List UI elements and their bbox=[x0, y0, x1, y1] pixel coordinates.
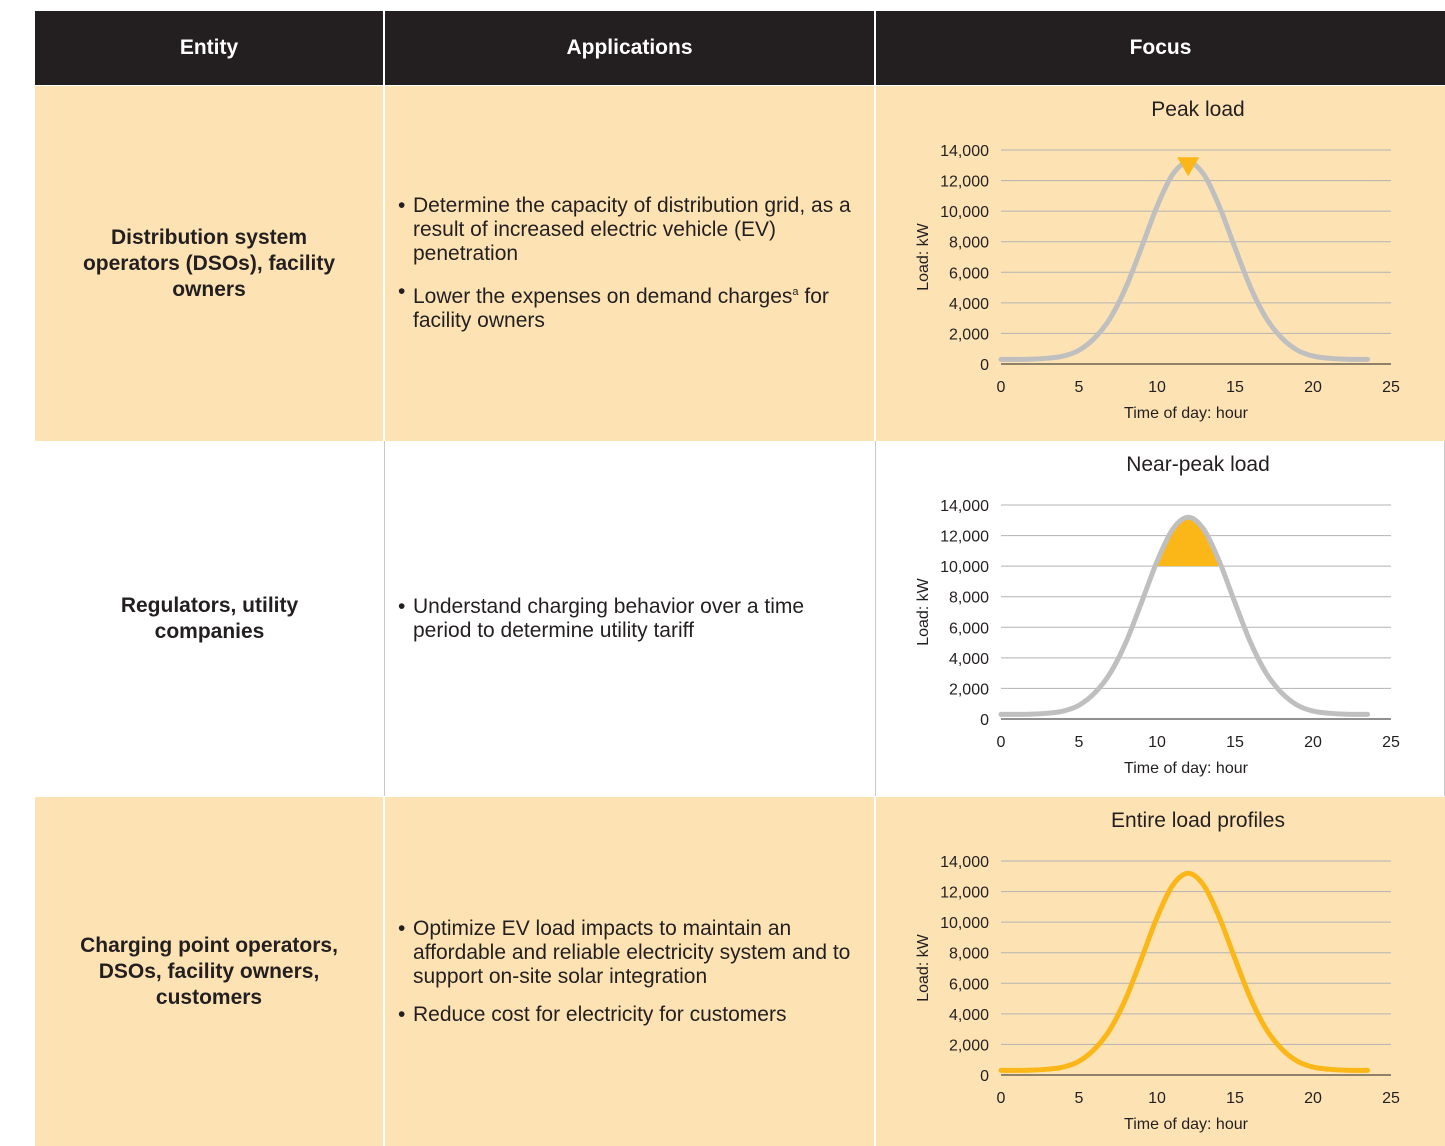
focus-cell bbox=[876, 797, 1445, 1146]
x-tick-label: 5 bbox=[1074, 1090, 1084, 1107]
x-tick-label: 20 bbox=[1304, 379, 1322, 396]
y-tick-label: 0 bbox=[980, 357, 989, 374]
x-tick-label: 0 bbox=[996, 379, 1006, 396]
y-tick-label: 8,000 bbox=[948, 589, 989, 607]
header-applications: Applications bbox=[385, 11, 876, 85]
y-tick-label: 6,000 bbox=[948, 976, 989, 994]
list-item: • Optimize EV load impacts to maintain an affordable and reliable electricity system and to support on-site solar integration bbox=[398, 916, 851, 988]
applications-cell bbox=[385, 441, 876, 796]
x-axis-label: Time of day: hour bbox=[1124, 1116, 1248, 1133]
entity-cell: Charging point operators, DSOs, facility owners, customers bbox=[35, 797, 385, 1146]
applications-cell bbox=[385, 86, 876, 441]
x-tick-label: 25 bbox=[1382, 1090, 1400, 1107]
entire-load-profiles-chart bbox=[876, 797, 1445, 1146]
y-tick-label: 12,000 bbox=[940, 884, 989, 902]
x-tick-label: 10 bbox=[1148, 1090, 1166, 1107]
x-axis-label: Time of day: hour bbox=[1124, 760, 1248, 777]
load-curve bbox=[1001, 162, 1368, 359]
y-tick-label: 0 bbox=[980, 1068, 989, 1085]
x-tick-label: 15 bbox=[1226, 1090, 1244, 1107]
near-peak-load-chart bbox=[876, 441, 1445, 796]
header-focus: Focus bbox=[1129, 36, 1192, 59]
x-tick-label: 25 bbox=[1382, 734, 1400, 751]
table-header bbox=[35, 11, 1445, 85]
y-tick-label: 2,000 bbox=[948, 681, 989, 699]
entity-cell: Distribution system operators (DSOs), facility owners bbox=[35, 86, 385, 441]
chart-title: Peak load bbox=[1151, 98, 1245, 121]
x-axis-label: Time of day: hour bbox=[1124, 405, 1248, 422]
chart-title: Near-peak load bbox=[1126, 453, 1270, 476]
list-item: • Lower the expenses on demand charges$^a$ for facility owners bbox=[398, 280, 829, 332]
y-tick-label: 10,000 bbox=[940, 204, 989, 222]
y-tick-label: 6,000 bbox=[948, 265, 989, 283]
focus-cell bbox=[876, 441, 1445, 796]
x-tick-label: 0 bbox=[996, 1090, 1006, 1107]
x-tick-label: 5 bbox=[1074, 734, 1084, 751]
y-tick-label: 4,000 bbox=[948, 650, 989, 668]
focus-cell bbox=[876, 86, 1445, 441]
x-tick-label: 20 bbox=[1304, 1090, 1322, 1107]
y-tick-label: 4,000 bbox=[948, 295, 989, 313]
x-tick-label: 10 bbox=[1148, 734, 1166, 751]
y-tick-label: 14,000 bbox=[940, 498, 989, 515]
y-tick-label: 6,000 bbox=[948, 620, 989, 638]
table-row bbox=[35, 441, 1445, 796]
y-tick-label: 2,000 bbox=[948, 326, 989, 344]
table-row bbox=[35, 86, 1445, 441]
x-tick-label: 10 bbox=[1148, 379, 1166, 396]
x-tick-label: 15 bbox=[1226, 379, 1244, 396]
y-tick-label: 4,000 bbox=[948, 1006, 989, 1024]
load-curve bbox=[1001, 873, 1368, 1070]
applications-cell bbox=[385, 797, 876, 1146]
header-entity: Entity bbox=[35, 11, 385, 85]
y-tick-label: 14,000 bbox=[940, 854, 989, 871]
x-tick-label: 20 bbox=[1304, 734, 1322, 751]
peak-load-chart bbox=[876, 86, 1445, 441]
chart-title: Entire load profiles bbox=[1111, 809, 1285, 832]
footnote-marker: a bbox=[792, 286, 799, 298]
y-tick-label: 8,000 bbox=[948, 234, 989, 252]
x-tick-label: 15 bbox=[1226, 734, 1244, 751]
list-item: • Understand charging behavior over a time period to determine utility tariff bbox=[398, 594, 805, 642]
y-axis-label: Load: kW bbox=[915, 578, 932, 646]
y-tick-label: 10,000 bbox=[940, 915, 989, 933]
y-axis-label: Load: kW bbox=[915, 223, 932, 291]
x-tick-label: 0 bbox=[996, 734, 1006, 751]
y-tick-label: 14,000 bbox=[940, 143, 989, 160]
list-item: • Reduce cost for electricity for customers bbox=[398, 1002, 787, 1026]
y-tick-label: 12,000 bbox=[940, 528, 989, 546]
y-tick-label: 0 bbox=[980, 712, 989, 729]
y-tick-label: 2,000 bbox=[948, 1037, 989, 1055]
table-row bbox=[35, 797, 1445, 1146]
entity-cell: Regulators, utility companies bbox=[35, 441, 385, 796]
x-tick-label: 25 bbox=[1382, 379, 1400, 396]
list-item: • Determine the capacity of distribution grid, as a result of increased electric vehicle (EV) penetration bbox=[398, 194, 851, 265]
x-tick-label: 5 bbox=[1074, 379, 1084, 396]
y-tick-label: 10,000 bbox=[940, 559, 989, 577]
y-tick-label: 12,000 bbox=[940, 173, 989, 191]
y-axis-label: Load: kW bbox=[915, 934, 932, 1002]
y-tick-label: 8,000 bbox=[948, 945, 989, 963]
